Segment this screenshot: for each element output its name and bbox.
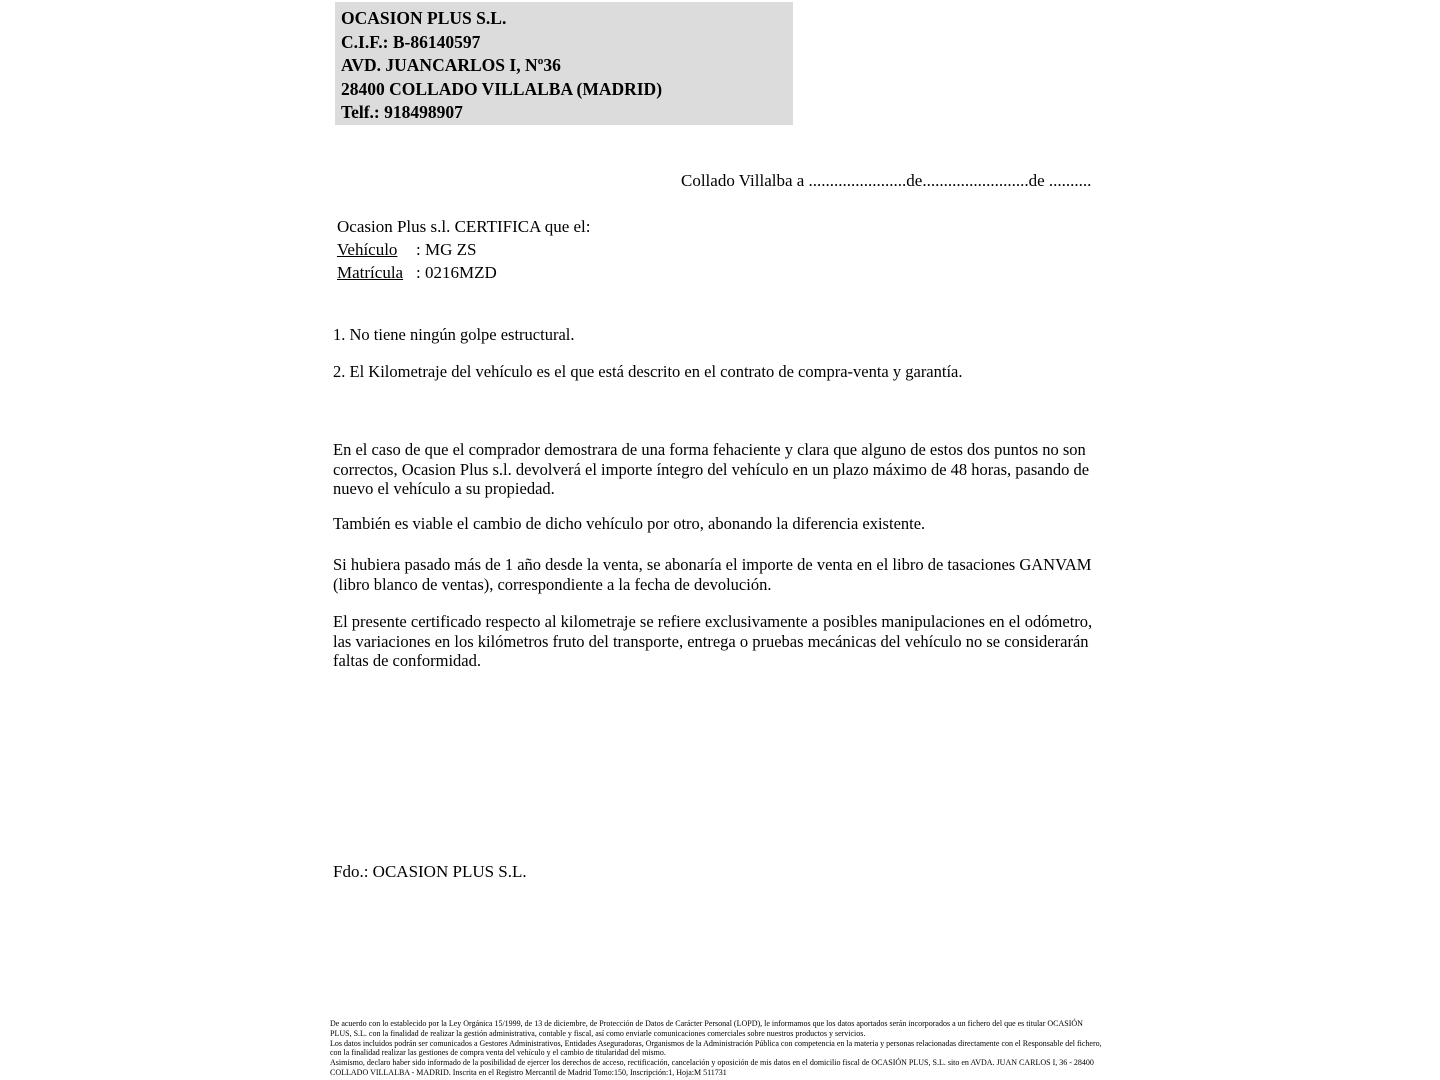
plate-field-value: : 0216MZD: [416, 263, 497, 282]
company-name: OCASION PLUS S.L.: [341, 8, 507, 28]
company-header-box: [335, 2, 793, 125]
paragraph-odometer-scope: El presente certificado respecto al kilometraje se refiere exclusivamente a posibles manipulaciones en el odómetro, las variaciones en los kilómetros fruto del transporte, entrega o pruebas mecánicas del vehículo no se considerarán faltas de conformidad.: [333, 612, 1093, 671]
legal-footer: [330, 1019, 1105, 1078]
company-cif: C.I.F.: B-86140597: [341, 31, 481, 52]
signature-line: Fdo.: OCASION PLUS S.L.: [333, 862, 527, 881]
company-city: 28400 COLLADO VILLALBA (MADRID): [341, 78, 663, 99]
company-phone: Telf.: 918498907: [341, 102, 463, 123]
certify-point-1: 1. No tiene ningún golpe estructural.: [333, 325, 575, 344]
certify-intro: Ocasion Plus s.l. CERTIFICA que el:: [337, 217, 591, 236]
plate-field-label: Matrícula: [337, 263, 404, 282]
paragraph-refund-terms: En el caso de que el comprador demostrara de una forma fehaciente y clara que alguno de estos dos puntos no son correctos, Ocasion Plus s.l. devolverá el importe íntegro del vehículo en un plazo máximo de 48 horas, pasando de nuevo el vehículo a su propiedad.: [333, 440, 1090, 499]
vehicle-field-value: : MG ZS: [416, 240, 477, 259]
legal-paragraph-lopd: De acuerdo con lo establecido por la Ley Orgánica 15/1999, de 13 de diciembre, de Protección de Datos de Carácter Personal (LOPD), le informamos que los datos aportados serán incorporados a un fichero del que es titular OCASIÓN PLUS, S.L. con la finalidad de realizar la gestión administrativa, contable y fiscal, así como enviarle comunicaciones comerciales sobre nuestros productos y servicios.: [330, 1019, 1083, 1038]
company-address: AVD. JUANCARLOS I, Nº36: [341, 55, 561, 76]
place-date-line: Collado Villalba a .......................de.........................de ..........: [681, 171, 1092, 190]
plate-field: [337, 263, 497, 283]
legal-paragraph-rights: Asimismo, declaro haber sido informado de la posibilidad de ejercer los derechos de acceso, rectificación, cancelación y oposición de mis datos en el domicilio fiscal de OCASIÓN PLUS, S.L. sito en AVDA. JUAN CARLOS I, 36 - 28400 COLLADO VILLALBA - MADRID. Inscrita en el Registro Mercantil de Madrid Tomo:150, Inscripción:1, Hoja:M 511731: [330, 1058, 1094, 1077]
certify-point-2: 2. El Kilometraje del vehículo es el que está descrito en el contrato de compra-venta y garantía.: [333, 362, 963, 381]
vehicle-field: [337, 240, 476, 260]
paragraph-exchange-option: También es viable el cambio de dicho vehículo por otro, abonando la diferencia existente.: [333, 514, 926, 533]
paragraph-ganvam-valuation: Si hubiera pasado más de 1 año desde la venta, se abonaría el importe de venta en el libro de tasaciones GANVAM (libro blanco de ventas), correspondiente a la fecha de devolución.: [333, 555, 1092, 594]
legal-paragraph-data-sharing: Los datos incluidos podrán ser comunicados a Gestores Administrativos, Entidades Aseguradoras, Organismos de la Administración Pública con competencia en la materia y personas relacionadas directamente con el Responsable del fichero, con la finalidad realizar las gestiones de compra venta del vehículo y el cambio de titularidad del mismo.: [330, 1038, 1102, 1058]
vehicle-field-label: Vehículo: [337, 240, 398, 259]
